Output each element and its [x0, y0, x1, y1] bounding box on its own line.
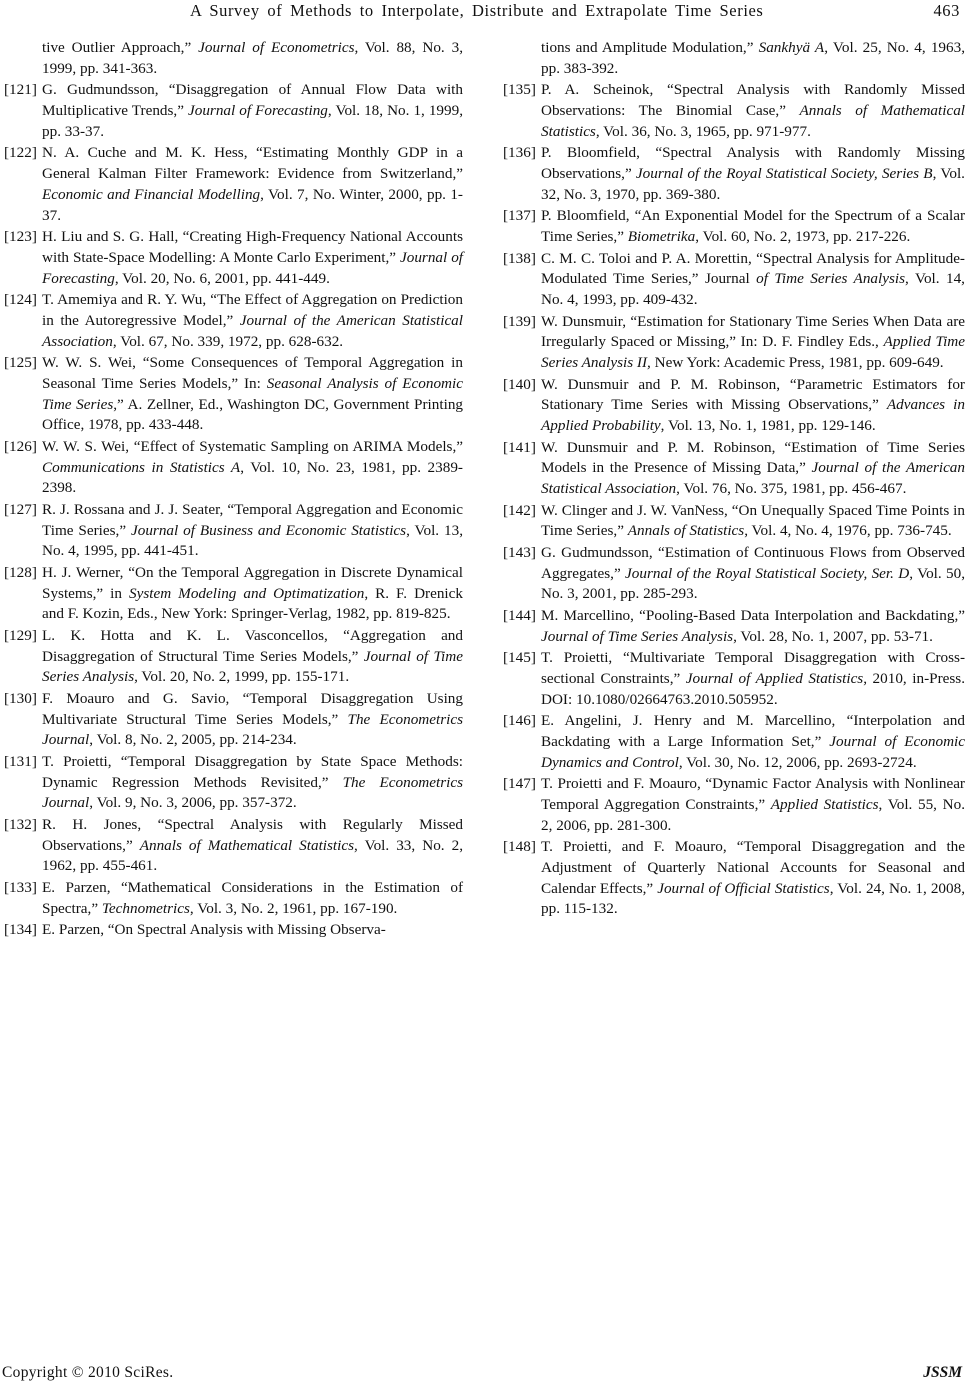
reference-text: , Vol. 50, No. 3, 2001, pp. 285-293.	[541, 564, 965, 603]
reference-text: , 2010, in-Press. DOI: 10.1080/02664763.2010.505952.	[541, 669, 965, 708]
reference-number: [133]	[4, 878, 37, 896]
reference-text: , Vol. 60, No. 2, 1973, pp. 217-226.	[695, 228, 911, 245]
reference-text: , Vol. 28, No. 1, 2007, pp. 53-71.	[733, 627, 933, 645]
reference-source: Journal of Forecasting	[187, 102, 328, 119]
reference-source: Advances in Applied Probability	[541, 396, 965, 434]
reference-source: Sankhyä A	[758, 39, 825, 56]
reference-source: Seasonal Analysis of Economic Time Series	[42, 374, 463, 413]
reference-number: [138]	[503, 249, 536, 267]
reference-entry	[4, 626, 463, 688]
reference-entry	[503, 312, 965, 374]
reference-entry	[4, 353, 463, 436]
reference-number: [122]	[4, 144, 37, 162]
reference-text: N. A. Cuche and M. K. Hess, “Estimating Monthly GDP in a General Kalman Filter Framework: Evidence from Switzerland,”	[42, 144, 463, 182]
reference-text: G. Gudmundsson, “Estimation of Continuous Flows from Observed Aggregates,”	[541, 543, 965, 582]
reference-text: , Vol. 55, No. 2, 2006, pp. 281-300.	[541, 795, 966, 834]
reference-entry	[503, 206, 965, 248]
reference-source: Biometrika	[627, 228, 696, 245]
reference-entry	[4, 143, 463, 226]
reference-number: [125]	[4, 354, 37, 371]
reference-number: [148]	[503, 838, 536, 855]
reference-source: Journal of Time Series Analysis	[42, 647, 463, 686]
page-number: 463	[933, 1, 960, 20]
reference-continuation	[4, 38, 463, 80]
reference-text: W. Dunsmuir and P. M. Robinson, “Parametric Estimators for Stationary Time Series with Missing Observations,”	[541, 375, 965, 414]
reference-text: , Vol. 33, No. 2, 1962, pp. 455-461.	[42, 836, 464, 875]
reference-number: [124]	[4, 291, 37, 308]
reference-number: [139]	[503, 312, 536, 330]
reference-text: , Vol. 24, No. 1, 2008, pp. 115-132.	[541, 879, 966, 918]
reference-text: G. Gudmundsson, “Disaggregation of Annual Flow Data with Multiplicative Trends,”	[42, 81, 463, 119]
reference-continuation	[503, 38, 965, 80]
reference-text: W. W. S. Wei, “Some Consequences of Temporal Aggregation in Seasonal Time Series Models,” In:	[42, 354, 463, 392]
reference-text: M. Marcellino, “Pooling-Based Data Interpolation and Backdating,”	[541, 606, 965, 624]
reference-text: H. Liu and S. G. Hall, “Creating High-Frequency National Accounts with State-Space Modelling: A Monte Carlo Experiment,”	[42, 228, 463, 266]
reference-entry	[503, 837, 965, 920]
running-header	[0, 0, 968, 24]
reference-source: Applied Statistics	[770, 795, 879, 813]
reference-source: System Modeling and Optimatization	[129, 584, 365, 602]
reference-source: Journal of the Royal Statistical Society, Series B	[635, 165, 933, 182]
reference-entry	[4, 752, 463, 814]
reference-text: tive Outlier Approach,”	[42, 39, 199, 56]
reference-entry	[4, 920, 463, 941]
reference-text: , Vol. 25, No. 4, 1963, pp. 383-392.	[541, 39, 965, 77]
reference-entry	[503, 143, 965, 205]
reference-text: E. Angelini, J. Henry and M. Marcellino, “Interpolation and Backdating with a Large Information Set,”	[541, 712, 965, 750]
reference-text: W. Dunsmuir, “Estimation for Stationary Time Series When Data are Irregularly Spaced or Missing,” In: D. F. Findley Eds.,	[541, 312, 965, 351]
reference-number: [136]	[503, 144, 536, 162]
reference-entry	[4, 437, 463, 499]
reference-text: E. Parzen, “Mathematical Considerations in the Estimation of Spectra,”	[42, 878, 463, 917]
reference-entry	[503, 375, 965, 437]
reference-text: , R. F. Drenick and F. Kozin, Eds., New York: Springer-Verlag, 1982, pp. 819-825.	[42, 584, 463, 623]
reference-number: [123]	[4, 228, 37, 245]
reference-text: C. M. C. Toloi and P. A. Morettin, “Spectral Analysis for Amplitude-Modulated Time Series,” Journal	[541, 249, 965, 288]
reference-text: R. H. Jones, “Spectral Analysis with Regularly Missed Observations,”	[42, 815, 463, 854]
reference-text: W. W. S. Wei, “Effect of Systematic Sampling on ARIMA Models,”	[42, 437, 463, 455]
reference-text: , Vol. 4, No. 4, 1976, pp. 736-745.	[744, 522, 952, 540]
reference-text: H. J. Werner, “On the Temporal Aggregation in Discrete Dynamical Systems,” in	[42, 563, 463, 602]
reference-text: , Vol. 10, No. 23, 1981, pp. 2389-2398.	[42, 458, 463, 497]
reference-text: ,” A. Zellner, Ed., Washington DC, Government Printing Office, 1978, pp. 433-448.	[42, 395, 464, 434]
reference-source: Journal of the American Statistical Association	[541, 459, 965, 497]
reference-text: P. Bloomfield, “An Exponential Model for the Spectrum of a Scalar Time Series,”	[541, 207, 965, 245]
reference-text: F. Moauro and G. Savio, “Temporal Disaggregation Using Multivariate Structural Time Series Models,”	[42, 689, 463, 728]
reference-number: [134]	[4, 921, 37, 938]
reference-text: T. Proietti, “Multivariate Temporal Disaggregation with Cross-sectional Constraints,”	[541, 649, 965, 687]
reference-number: [141]	[503, 438, 536, 456]
reference-text: , Vol. 88, No. 3, 1999, pp. 341-363.	[42, 39, 464, 77]
reference-number: [126]	[4, 437, 37, 455]
reference-text: , Vol. 67, No. 339, 1972, pp. 628-632.	[112, 332, 344, 350]
reference-entry	[503, 501, 965, 543]
reference-source: Journal of Business and Economic Statistics	[130, 521, 407, 539]
reference-number: [130]	[4, 689, 37, 707]
reference-entry	[503, 543, 965, 605]
reference-text: R. J. Rossana and J. J. Seater, “Temporal Aggregation and Economic Time Series,”	[42, 500, 463, 539]
reference-entry	[503, 606, 965, 648]
reference-source: Communications in Statistics A	[42, 458, 241, 476]
reference-entry	[4, 290, 463, 352]
running-title: A Survey of Methods to Interpolate, Distribute and Extrapolate Time Series	[190, 1, 764, 20]
reference-entry	[503, 438, 965, 500]
reference-text: P. A. Scheinok, “Spectral Analysis with Randomly Missed Observations: The Binomial Case,”	[541, 81, 965, 119]
reference-number: [131]	[4, 752, 37, 770]
copyright-notice: Copyright © 2010 SciRes.	[2, 1364, 174, 1381]
reference-source: Applied Time Series Analysis II,	[541, 333, 966, 371]
reference-source: The Econometrics Journal	[42, 710, 464, 749]
reference-entry	[503, 774, 965, 836]
reference-number: [129]	[4, 626, 37, 644]
reference-entry	[4, 878, 463, 920]
reference-number: [146]	[503, 712, 536, 729]
reference-text: , Vol. 20, No. 2, 1999, pp. 155-171.	[134, 668, 350, 686]
references-right-column	[503, 38, 965, 921]
reference-text: T. Amemiya and R. Y. Wu, “The Effect of Aggregation on Prediction in the Autoregressive Model,”	[42, 291, 463, 329]
reference-number: [135]	[503, 81, 536, 99]
reference-number: [121]	[4, 81, 37, 99]
reference-number: [132]	[4, 815, 37, 833]
reference-source: Journal of Forecasting	[42, 248, 464, 287]
reference-entry	[4, 80, 463, 142]
reference-text: , Vol. 76, No. 375, 1981, pp. 456-467.	[676, 480, 907, 497]
reference-source: The Econometrics Journal	[42, 773, 463, 812]
reference-number: [144]	[503, 606, 536, 624]
reference-text: , Vol. 20, No. 6, 2001, pp. 441-449.	[114, 269, 330, 287]
reference-entry	[503, 711, 965, 773]
reference-text: P. Bloomfield, “Spectral Analysis with Randomly Missing Observations,”	[541, 144, 965, 182]
reference-source: Journal of Official Statistics	[657, 879, 830, 897]
reference-entry	[4, 563, 463, 625]
reference-number: [140]	[503, 375, 536, 393]
reference-entry	[503, 80, 965, 142]
reference-source: Journal of the Royal Statistical Society, Ser. D	[625, 564, 910, 582]
references-left-column	[4, 38, 463, 942]
reference-entry	[4, 227, 463, 289]
reference-source: Journal of Economic Dynamics and Control	[541, 732, 966, 771]
reference-text: T. Proietti and F. Moauro, “Dynamic Factor Analysis with Nonlinear Temporal Aggregation Constraints,”	[541, 775, 965, 813]
reference-number: [142]	[503, 501, 536, 519]
reference-text: L. K. Hotta and K. L. Vasconcellos, “Aggregation and Disaggregation of Structural Time Series Models,”	[42, 626, 463, 665]
reference-text: , Vol. 13, No. 4, 1995, pp. 441-451.	[42, 521, 463, 560]
reference-entry	[4, 500, 463, 562]
reference-number: [145]	[503, 649, 536, 666]
reference-source: Economic and Financial Modelling	[42, 185, 261, 203]
reference-source: Technometrics	[101, 899, 190, 917]
reference-source: Journal of Applied Statistics	[685, 669, 864, 687]
reference-text: , Vol. 7, No. Winter, 2000, pp. 1-37.	[42, 185, 463, 224]
reference-source: Annals of Mathematical Statistics	[139, 836, 355, 854]
page-footer	[0, 1364, 968, 1386]
reference-text: , Vol. 3, No. 2, 1961, pp. 167-190.	[189, 899, 398, 917]
reference-source: of Time Series Analysis	[756, 270, 906, 288]
reference-entry	[4, 689, 463, 751]
reference-text: , Vol. 18, No. 1, 1999, pp. 33-37.	[42, 102, 464, 140]
reference-text: , Vol. 14, No. 4, 1993, pp. 409-432.	[541, 270, 965, 308]
reference-number: [127]	[4, 500, 37, 518]
reference-text: New York: Academic Press, 1981, pp. 609-649.	[650, 354, 944, 371]
reference-text: , Vol. 36, No. 3, 1965, pp. 971-977.	[595, 122, 811, 140]
reference-text: tions and Amplitude Modulation,”	[541, 39, 759, 56]
reference-source: Journal of Time Series Analysis	[541, 627, 734, 645]
reference-number: [128]	[4, 563, 37, 581]
reference-number: [147]	[503, 775, 536, 792]
reference-text: T. Proietti, “Temporal Disaggregation by State Space Methods: Dynamic Regression Methods Revisited,”	[42, 752, 463, 791]
reference-source: Journal of the American Statistical Association	[42, 311, 463, 350]
reference-entry	[503, 249, 965, 311]
reference-text: W. Dunsmuir and P. M. Robinson, “Estimation of Time Series Models in the Presence of Missing Data,”	[541, 438, 965, 477]
journal-abbreviation: JSSM	[923, 1364, 962, 1381]
reference-text: , Vol. 9, No. 3, 2006, pp. 357-372.	[89, 794, 297, 812]
reference-source: Journal of Econometrics	[198, 39, 355, 56]
reference-text: , Vol. 30, No. 12, 2006, pp. 2693-2724.	[678, 753, 917, 771]
reference-text: W. Clinger and J. W. VanNess, “On Unequally Spaced Time Points in Time Series,”	[541, 501, 965, 540]
reference-text: E. Parzen, “On Spectral Analysis with Missing Observa-	[42, 921, 386, 938]
reference-number: [143]	[503, 543, 536, 561]
reference-entry	[4, 815, 463, 877]
reference-entry	[503, 648, 965, 710]
reference-number: [137]	[503, 207, 536, 225]
reference-text: , Vol. 13, No. 1, 1981, pp. 129-146.	[660, 417, 876, 434]
reference-source: Annals of Mathematical Statistics	[541, 102, 966, 140]
reference-text: T. Proietti, and F. Moauro, “Temporal Disaggregation and the Adjustment of Quarterly National Accounts for Seasonal and Calendar Effects,”	[541, 838, 965, 897]
reference-text: , Vol. 32, No. 3, 1970, pp. 369-380.	[541, 165, 965, 203]
reference-source: Annals of Statistics	[627, 522, 745, 540]
reference-text: , Vol. 8, No. 2, 2005, pp. 214-234.	[89, 731, 297, 749]
